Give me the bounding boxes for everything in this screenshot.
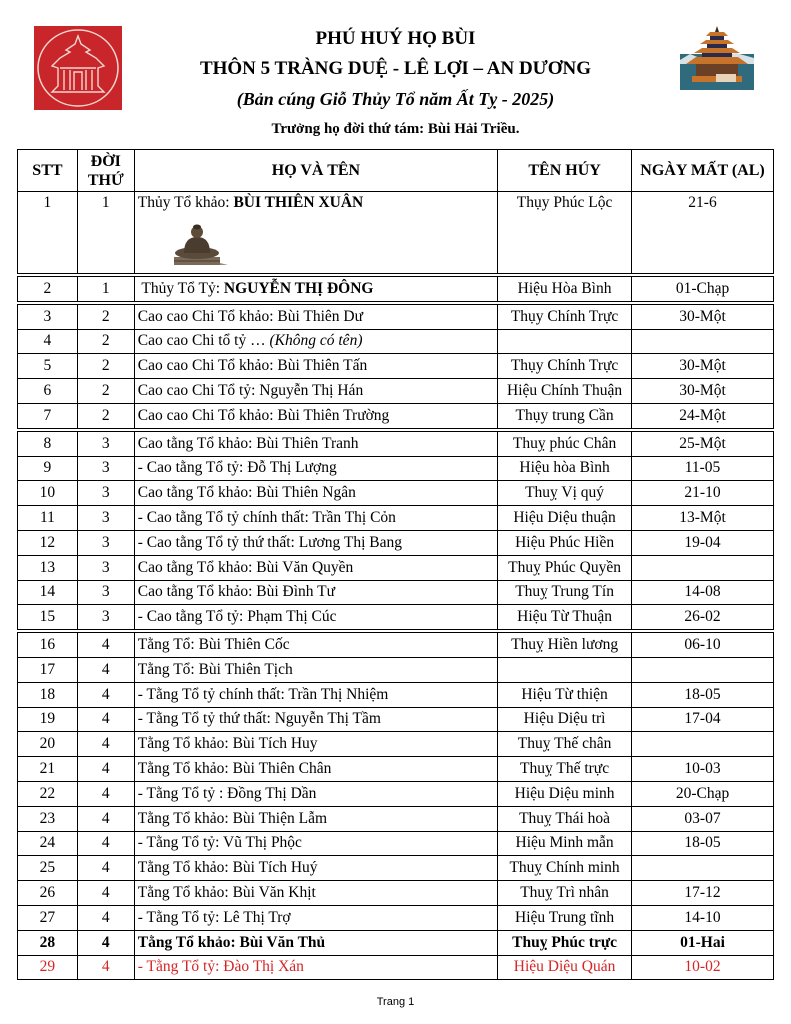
cell-death-date: 06-10	[632, 631, 774, 657]
table-row	[18, 192, 774, 276]
cell-death-date	[632, 732, 774, 757]
table-row	[18, 806, 774, 831]
table-row	[18, 379, 774, 404]
cell-generation: 4	[77, 707, 134, 732]
document-title: PHÚ HUÝ HỌ BÙI	[315, 28, 476, 49]
cell-death-date: 24-Một	[632, 403, 774, 429]
table-row	[18, 275, 774, 303]
cell-posthumous-name: Thuỵ Chính minh	[498, 856, 632, 881]
cell-posthumous-name	[498, 657, 632, 682]
column-header-posthumous-name: TÊN HÚY	[498, 150, 632, 192]
genealogy-table	[17, 149, 774, 980]
cell-posthumous-name: Thuỵ Hiền lương	[498, 631, 632, 657]
name-title: - Tằng Tổ tỷ: Đào Thị Xán	[137, 958, 304, 976]
ancestor-name: BÙI THIÊN XUÂN	[233, 194, 364, 211]
name-title: - Cao tằng Tổ tỷ: Phạm Thị Cúc	[137, 608, 337, 626]
cell-death-date: 01-Chạp	[632, 275, 774, 303]
cell-death-date: 14-08	[632, 580, 774, 605]
table-row	[18, 329, 774, 354]
cell-posthumous-name: Thuỵ Vị quý	[498, 481, 632, 506]
column-header-generation: ĐỜI THỨ	[77, 150, 134, 192]
cell-full-name	[134, 354, 497, 379]
name-title: Tằng Tổ khảo: Bùi Thiện Lẫm	[137, 809, 328, 827]
cell-posthumous-name	[498, 329, 632, 354]
cell-posthumous-name: Hiệu Phúc Hiền	[498, 530, 632, 555]
cell-posthumous-name: Hiệu Từ Thuận	[498, 605, 632, 631]
name-title: Thủy Tổ khảo:	[137, 194, 234, 211]
cell-full-name	[134, 605, 497, 631]
table-row	[18, 403, 774, 429]
cell-stt: 3	[18, 303, 78, 329]
table-row	[18, 881, 774, 906]
cell-stt: 8	[18, 430, 78, 456]
cell-stt: 21	[18, 757, 78, 782]
cell-full-name	[134, 930, 497, 955]
table-row	[18, 732, 774, 757]
head-of-clan-line: Trưởng họ đời thứ tám: Bùi Hải Triều.	[271, 121, 520, 137]
table-row	[18, 955, 774, 980]
name-title: - Tằng Tổ tỷ: Vũ Thị Phộc	[137, 834, 302, 852]
table-row	[18, 905, 774, 930]
cell-generation: 4	[77, 806, 134, 831]
cell-posthumous-name: Hiệu Chính Thuận	[498, 379, 632, 404]
cell-full-name	[134, 707, 497, 732]
table-row	[18, 757, 774, 782]
cell-full-name	[134, 506, 497, 531]
buddha-statue-icon	[168, 223, 228, 267]
cell-death-date: 10-03	[632, 757, 774, 782]
cell-full-name	[134, 379, 497, 404]
cell-generation: 3	[77, 456, 134, 481]
cell-posthumous-name: Hiệu Diệu trì	[498, 707, 632, 732]
document-subtitle: THÔN 5 TRÀNG DUỆ - LÊ LỢI – AN DƯƠNG	[199, 58, 592, 79]
cell-stt: 29	[18, 955, 78, 980]
cell-generation: 4	[77, 955, 134, 980]
cell-stt: 19	[18, 707, 78, 732]
cell-death-date: 18-05	[632, 831, 774, 856]
cell-stt: 20	[18, 732, 78, 757]
cell-full-name	[134, 806, 497, 831]
table-row	[18, 430, 774, 456]
table-row	[18, 631, 774, 657]
cell-death-date	[632, 329, 774, 354]
cell-death-date: 13-Một	[632, 506, 774, 531]
cell-death-date: 11-05	[632, 456, 774, 481]
cell-generation: 4	[77, 732, 134, 757]
cell-stt: 10	[18, 481, 78, 506]
name-title: - Tằng Tổ tỷ: Lê Thị Trợ	[137, 908, 291, 926]
cell-posthumous-name: Thuỵ Thái hoà	[498, 806, 632, 831]
cell-posthumous-name: Thuỵ Phúc Quyền	[498, 555, 632, 580]
cell-full-name	[134, 732, 497, 757]
cell-generation: 2	[77, 329, 134, 354]
name-title: Cao cao Chi Tổ khảo: Bùi Thiên Dư	[137, 307, 363, 325]
cell-generation: 4	[77, 682, 134, 707]
cell-stt: 26	[18, 881, 78, 906]
cell-death-date: 01-Hai	[632, 930, 774, 955]
cell-generation: 4	[77, 781, 134, 806]
cell-stt: 18	[18, 682, 78, 707]
cell-full-name	[134, 831, 497, 856]
name-title: - Tằng Tổ tỷ thứ thất: Nguyễn Thị Tầm	[137, 710, 381, 728]
cell-death-date: 30-Một	[632, 303, 774, 329]
cell-stt: 1	[18, 192, 78, 276]
cell-generation: 4	[77, 831, 134, 856]
cell-generation: 2	[77, 379, 134, 404]
name-title: Cao cao Chi tổ tỷ …	[137, 332, 270, 350]
name-title: - Cao tằng Tổ tỷ: Đỗ Thị Lượng	[137, 459, 337, 477]
table-row	[18, 303, 774, 329]
cell-full-name	[134, 481, 497, 506]
name-title: Cao tằng Tổ khảo: Bùi Thiên Ngân	[137, 484, 356, 502]
cell-stt: 11	[18, 506, 78, 531]
name-title: Tằng Tổ khảo: Bùi Tích Huy	[137, 735, 318, 753]
cell-death-date: 30-Một	[632, 354, 774, 379]
cell-posthumous-name: Thụy trung Cần	[498, 403, 632, 429]
cell-full-name	[134, 781, 497, 806]
name-title: Cao cao Chi Tổ tỷ: Nguyễn Thị Hán	[137, 382, 364, 400]
cell-full-name	[134, 657, 497, 682]
cell-stt: 23	[18, 806, 78, 831]
cell-stt: 13	[18, 555, 78, 580]
cell-full-name	[134, 631, 497, 657]
cell-stt: 17	[18, 657, 78, 682]
name-title: - Cao tằng Tổ tỷ chính thất: Trần Thị Cỏn	[137, 509, 396, 527]
cell-generation: 1	[77, 275, 134, 303]
cell-posthumous-name: Thụy Chính Trực	[498, 303, 632, 329]
cell-generation: 2	[77, 303, 134, 329]
cell-death-date: 17-12	[632, 881, 774, 906]
cell-full-name	[134, 456, 497, 481]
cell-full-name	[134, 530, 497, 555]
cell-full-name	[134, 856, 497, 881]
occasion-line: (Bản cúng Giỗ Thủy Tổ năm Ất Tỵ - 2025)	[236, 89, 555, 109]
cell-generation: 4	[77, 905, 134, 930]
cell-generation: 3	[77, 580, 134, 605]
cell-stt: 27	[18, 905, 78, 930]
name-title: Tằng Tổ: Bùi Thiên Cốc	[137, 636, 290, 654]
table-row	[18, 530, 774, 555]
cell-posthumous-name: Hiệu Minh mẫn	[498, 831, 632, 856]
cell-death-date: 10-02	[632, 955, 774, 980]
cell-posthumous-name: Hiệu Từ thiện	[498, 682, 632, 707]
cell-posthumous-name: Hiệu Trung tĩnh	[498, 905, 632, 930]
name-title: - Tằng Tổ tỷ : Đồng Thị Dần	[137, 784, 317, 802]
table-row	[18, 506, 774, 531]
table-row	[18, 831, 774, 856]
cell-full-name	[134, 580, 497, 605]
cell-death-date	[632, 856, 774, 881]
table-row	[18, 856, 774, 881]
cell-death-date	[632, 555, 774, 580]
cell-generation: 4	[77, 856, 134, 881]
cell-stt: 14	[18, 580, 78, 605]
cell-generation: 4	[77, 657, 134, 682]
cell-posthumous-name: Hiệu hòa Bình	[498, 456, 632, 481]
cell-posthumous-name: Thuỵ Thế chân	[498, 732, 632, 757]
cell-generation: 2	[77, 403, 134, 429]
name-title: Cao tằng Tổ khảo: Bùi Đình Tư	[137, 583, 336, 601]
cell-full-name	[134, 905, 497, 930]
cell-death-date: 25-Một	[632, 430, 774, 456]
cell-death-date: 21-6	[632, 192, 774, 276]
cell-generation: 3	[77, 605, 134, 631]
cell-generation: 4	[77, 757, 134, 782]
cell-death-date: 21-10	[632, 481, 774, 506]
cell-death-date: 03-07	[632, 806, 774, 831]
cell-generation: 3	[77, 506, 134, 531]
cell-death-date: 20-Chạp	[632, 781, 774, 806]
cell-posthumous-name: Thuỵ Thế trực	[498, 757, 632, 782]
name-title: Cao cao Chi Tổ khảo: Bùi Thiên Tấn	[137, 357, 368, 375]
cell-posthumous-name: Thuỵ Trung Tín	[498, 580, 632, 605]
cell-stt: 15	[18, 605, 78, 631]
cell-generation: 4	[77, 631, 134, 657]
column-header-full-name: HỌ VÀ TÊN	[134, 150, 497, 192]
name-title: Cao cao Chi Tổ khảo: Bùi Thiên Trường	[137, 406, 390, 424]
cell-generation: 3	[77, 555, 134, 580]
cell-full-name	[134, 192, 497, 276]
cell-full-name	[134, 430, 497, 456]
cell-death-date: 19-04	[632, 530, 774, 555]
table-row	[18, 555, 774, 580]
table-row	[18, 481, 774, 506]
name-title: Tằng Tổ khảo: Bùi Văn Khịt	[137, 884, 316, 902]
table-row	[18, 605, 774, 631]
cell-posthumous-name: Hiệu Diệu Quán	[498, 955, 632, 980]
cell-death-date: 17-04	[632, 707, 774, 732]
table-row	[18, 456, 774, 481]
cell-generation: 3	[77, 481, 134, 506]
page-number: Trang 1	[376, 996, 415, 1008]
table-row	[18, 682, 774, 707]
cell-generation: 4	[77, 881, 134, 906]
table-row	[18, 707, 774, 732]
cell-generation: 1	[77, 192, 134, 276]
cell-posthumous-name: Hiệu Diệu thuận	[498, 506, 632, 531]
cell-generation: 3	[77, 430, 134, 456]
cell-full-name	[134, 329, 497, 354]
cell-generation: 2	[77, 354, 134, 379]
cell-posthumous-name: Thụy Chính Trực	[498, 354, 632, 379]
cell-stt: 12	[18, 530, 78, 555]
cell-posthumous-name: Thuỵ phúc Chân	[498, 430, 632, 456]
name-title: Tằng Tổ khảo: Bùi Thiên Chân	[137, 760, 332, 778]
cell-stt: 2	[18, 275, 78, 303]
cell-full-name	[134, 757, 497, 782]
cell-death-date: 14-10	[632, 905, 774, 930]
cell-stt: 7	[18, 403, 78, 429]
column-header-stt: STT	[18, 150, 78, 192]
cell-full-name	[134, 303, 497, 329]
name-title: Thủy Tổ Tỷ:	[137, 279, 224, 297]
name-title: Cao tằng Tổ khảo: Bùi Văn Quyền	[137, 558, 354, 576]
cell-death-date	[632, 657, 774, 682]
table-row	[18, 657, 774, 682]
name-note: (Không có tên)	[269, 332, 363, 350]
name-title: Tằng Tổ khảo: Bùi Tích Huý	[137, 859, 318, 877]
cell-stt: 24	[18, 831, 78, 856]
cell-stt: 6	[18, 379, 78, 404]
ancestor-name: NGUYỄN THỊ ĐÔNG	[223, 279, 374, 297]
cell-stt: 9	[18, 456, 78, 481]
table-row	[18, 354, 774, 379]
cell-full-name	[134, 682, 497, 707]
cell-death-date: 26-02	[632, 605, 774, 631]
cell-full-name	[134, 275, 497, 303]
cell-stt: 4	[18, 329, 78, 354]
cell-death-date: 30-Một	[632, 379, 774, 404]
cell-stt: 5	[18, 354, 78, 379]
cell-stt: 28	[18, 930, 78, 955]
name-title: Cao tằng Tổ khảo: Bùi Thiên Tranh	[137, 434, 359, 452]
cell-posthumous-name: Thuỵ Trì nhân	[498, 881, 632, 906]
table-row	[18, 781, 774, 806]
cell-full-name	[134, 555, 497, 580]
name-title: - Cao tằng Tổ tỷ thứ thất: Lương Thị Bang	[137, 533, 402, 551]
column-header-death-date: NGÀY MẤT (AL)	[632, 150, 774, 192]
table-row	[18, 580, 774, 605]
cell-posthumous-name: Hiệu Diệu minh	[498, 781, 632, 806]
cell-stt: 16	[18, 631, 78, 657]
cell-generation: 4	[77, 930, 134, 955]
cell-full-name	[134, 403, 497, 429]
cell-generation: 3	[77, 530, 134, 555]
cell-posthumous-name: Thuỵ Phúc trực	[498, 930, 632, 955]
name-title: Tằng Tổ khảo: Bùi Văn Thủ	[137, 933, 326, 951]
cell-stt: 25	[18, 856, 78, 881]
cell-posthumous-name: Thụy Phúc Lộc	[498, 192, 632, 276]
table-row	[18, 930, 774, 955]
name-title: - Tằng Tổ tỷ chính thất: Trần Thị Nhiệm	[137, 685, 389, 703]
cell-full-name	[134, 881, 497, 906]
name-title: Tằng Tổ: Bùi Thiên Tịch	[137, 660, 293, 678]
cell-full-name	[134, 955, 497, 980]
cell-posthumous-name: Hiệu Hòa Bình	[498, 275, 632, 303]
cell-stt: 22	[18, 781, 78, 806]
cell-death-date: 18-05	[632, 682, 774, 707]
table-header-row	[18, 150, 774, 192]
